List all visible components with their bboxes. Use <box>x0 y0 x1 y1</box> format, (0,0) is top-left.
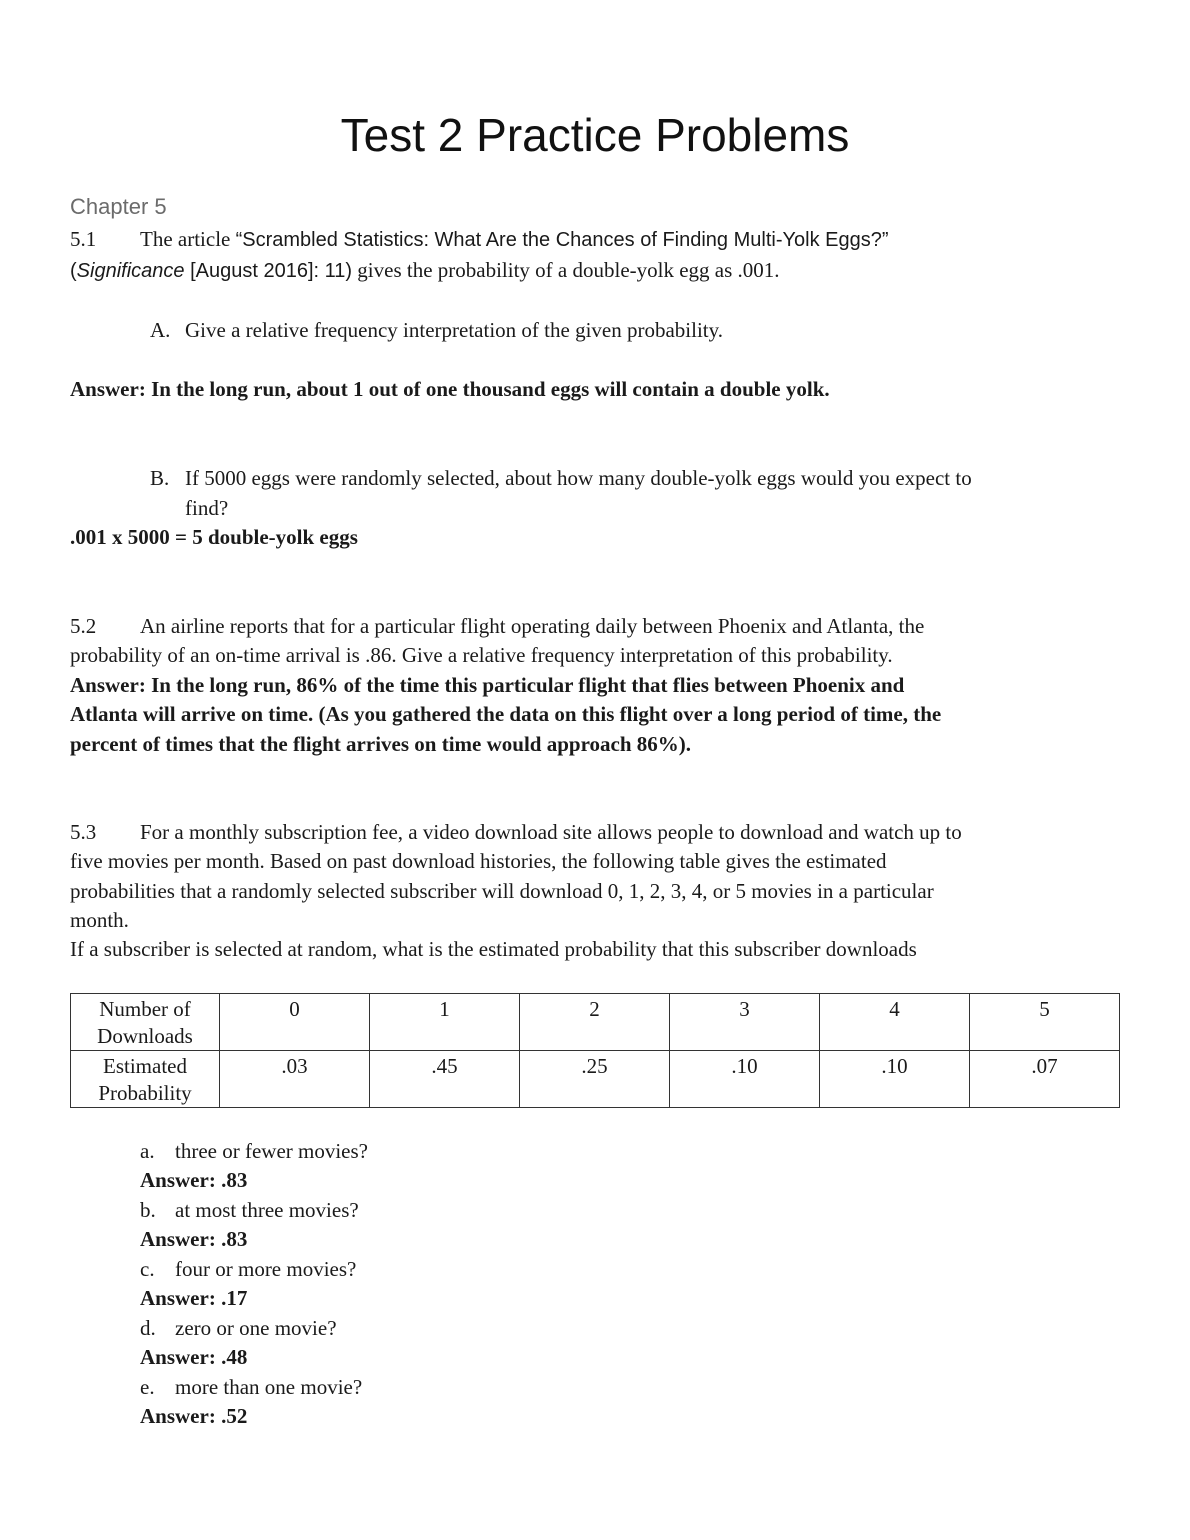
table-cell: 3 <box>670 994 820 1051</box>
problem-5-2-line2: probability of an on-time arrival is .86. Give a relative frequency interpretation of this probability. <box>70 643 893 667</box>
item-letter: a. <box>140 1139 155 1163</box>
list-item <box>140 1373 362 1402</box>
table-cell: .45 <box>370 1051 520 1108</box>
item-letter: A. <box>150 318 171 342</box>
table-cell: 5 <box>970 994 1120 1051</box>
problem-5-2-line1 <box>70 612 924 641</box>
item-text: zero or one movie? <box>175 1316 337 1340</box>
item-answer: Answer: .48 <box>140 1345 248 1369</box>
answer-5-2-line3: percent of times that the flight arrives on time would approach 86%). <box>70 732 691 756</box>
question-5-1-a <box>150 316 723 345</box>
problem-5-1-intro <box>70 225 889 255</box>
problem-number: 5.2 <box>70 614 97 638</box>
problem-5-3-line3: probabilities that a randomly selected subscriber will download 0, 1, 2, 3, 4, or 5 movies in a particular <box>70 879 934 903</box>
item-text: Give a relative frequency interpretation of the given probability. <box>185 318 724 342</box>
table-row-probability <box>71 1051 1120 1108</box>
problem-5-3-line4: month. <box>70 908 129 932</box>
item-letter: B. <box>150 466 170 490</box>
row-header-probability <box>71 1051 220 1108</box>
table-row-downloads <box>71 994 1120 1051</box>
article-title: “Scrambled Statistics: What Are the Chances of Finding Multi-Yolk Eggs?” <box>235 229 889 251</box>
question-5-1-b <box>150 464 972 493</box>
item-answer: Answer: .83 <box>140 1168 248 1192</box>
table-cell: 2 <box>520 994 670 1051</box>
item-text: three or fewer movies? <box>175 1139 368 1163</box>
item-answer: Answer: .17 <box>140 1286 248 1310</box>
list-item <box>140 1137 368 1166</box>
problem-text: An airline reports that for a particular flight operating daily between Phoenix and Atlanta, the <box>140 614 925 638</box>
item-text: four or more movies? <box>175 1257 357 1281</box>
chapter-heading: Chapter 5 <box>70 194 167 219</box>
item-text: at most three movies? <box>175 1198 359 1222</box>
item-answer: Answer: .52 <box>140 1404 248 1428</box>
item-answer: Answer: .83 <box>140 1227 248 1251</box>
list-item <box>140 1196 359 1225</box>
table-cell: .07 <box>970 1051 1120 1108</box>
intro-text: The article <box>140 227 236 251</box>
header-line: Downloads <box>97 1024 193 1048</box>
problem-number: 5.3 <box>70 820 97 844</box>
answer-5-2-line2: Atlanta will arrive on time. (As you gathered the data on this flight over a long period of time, the <box>70 702 942 726</box>
problem-5-3-line5: If a subscriber is selected at random, what is the estimated probability that this subscriber downloads <box>70 937 917 961</box>
item-letter: b. <box>140 1198 156 1222</box>
header-line: Number of <box>99 997 191 1021</box>
answer-5-2-line1: Answer: In the long run, 86% of the time this particular flight that flies between Phoenix and <box>70 673 905 697</box>
problem-text: For a monthly subscription fee, a video download site allows people to download and watch up to <box>140 820 962 844</box>
item-letter: d. <box>140 1316 156 1340</box>
table-cell: .25 <box>520 1051 670 1108</box>
item-text: more than one movie? <box>175 1375 363 1399</box>
list-item <box>140 1255 356 1284</box>
item-text: If 5000 eggs were randomly selected, about how many double-yolk eggs would you expect to <box>185 466 972 490</box>
table-cell: 4 <box>820 994 970 1051</box>
source-paren: ( <box>70 260 77 282</box>
source-date: [August 2016]: 11) <box>184 260 353 282</box>
problem-5-3-line1 <box>70 818 962 847</box>
item-letter: c. <box>140 1257 155 1281</box>
row-header-downloads <box>71 994 220 1051</box>
question-5-1-b-cont: find? <box>185 496 229 520</box>
item-letter: e. <box>140 1375 155 1399</box>
header-line: Probability <box>98 1081 192 1105</box>
problem-number: 5.1 <box>70 227 97 251</box>
answer-5-1-a: Answer: In the long run, about 1 out of one thousand eggs will contain a double yolk. <box>70 377 830 401</box>
table-cell: .03 <box>220 1051 370 1108</box>
list-item <box>140 1314 337 1343</box>
answer-5-1-b: .001 x 5000 = 5 double-yolk eggs <box>70 525 358 549</box>
journal-name: Significance <box>76 260 185 282</box>
problem-5-3-line2: five movies per month. Based on past download histories, the following table gives the estimated <box>70 849 887 873</box>
probability-table <box>70 993 1120 1108</box>
table-cell: 1 <box>370 994 520 1051</box>
problem-5-1-source <box>70 256 780 286</box>
page-title: Test 2 Practice Problems <box>340 109 850 161</box>
header-line: Estimated <box>103 1054 187 1078</box>
table-cell: .10 <box>670 1051 820 1108</box>
table-cell: .10 <box>820 1051 970 1108</box>
source-tail: gives the probability of a double-yolk egg as .001. <box>352 258 780 282</box>
table-cell: 0 <box>220 994 370 1051</box>
